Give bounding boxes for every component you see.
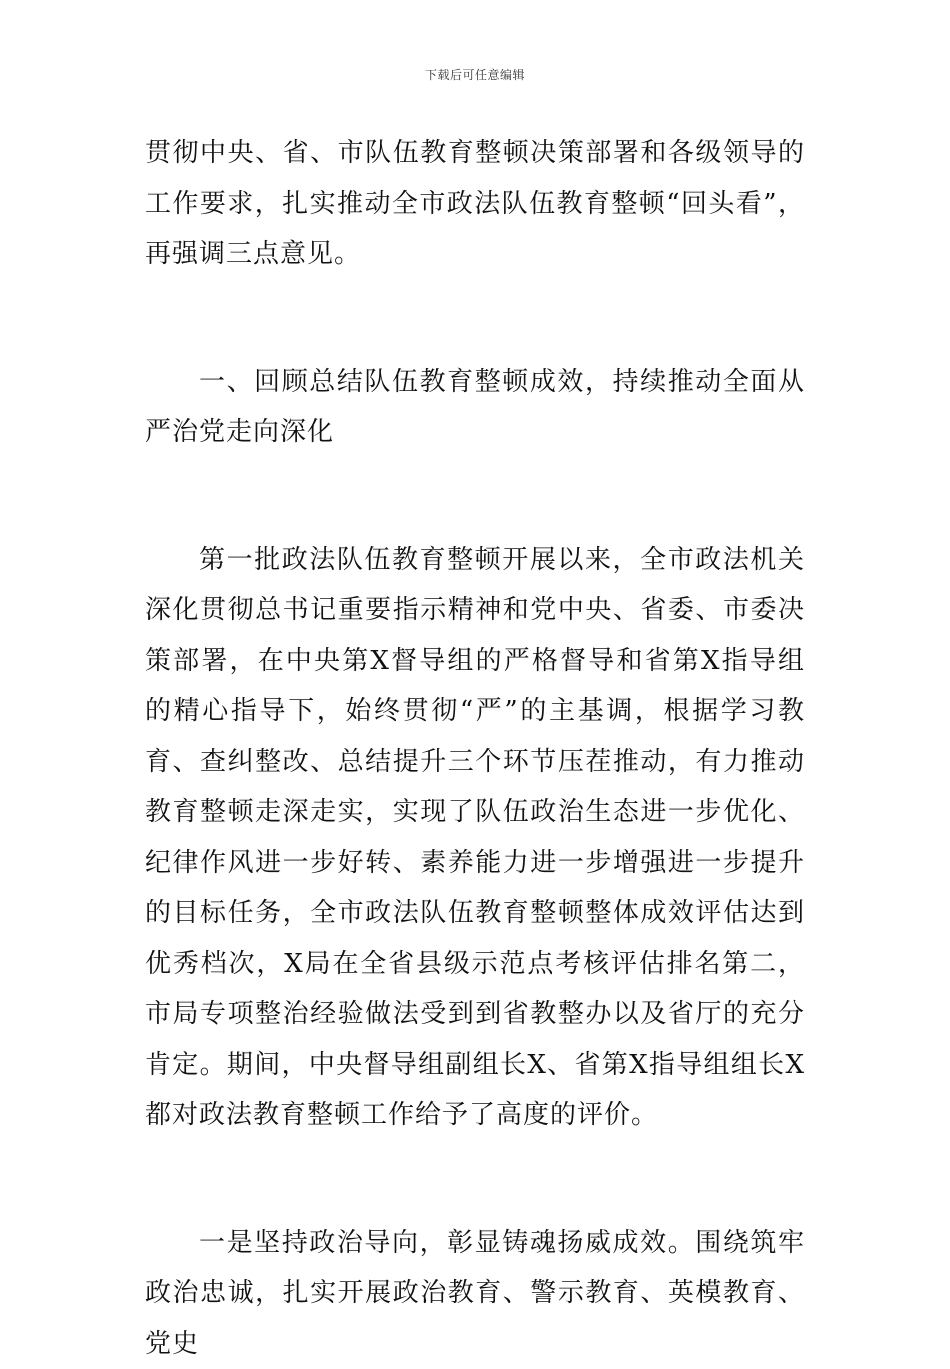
paragraph-intro: 贯彻中央、省、市队伍教育整顿决策部署和各级领导的工作要求，扎实推动全市政法队伍教育整顿“回头看”，再强调三点意见。: [145, 128, 805, 280]
section-heading: 一、回顾总结队伍教育整顿成效，持续推动全面从严治党走向深化: [145, 357, 805, 458]
page-header-note: 下载后可任意编辑: [0, 66, 950, 83]
paragraph-summary: 第一批政法队伍教育整顿开展以来，全市政法机关深化贯彻总书记重要指示精神和党中央、省委、市委决策部署，在中央第X督导组的严格督导和省第X指导组的精心指导下，始终贯彻“严”的主基调，根据学习教育、查纠整改、总结提升三个环节压茬推动，有力推动教育整顿走深走实，实现了队伍政治生态进一步优化、纪律作风进一步好转、素养能力进一步增强进一步提升的目标任务，全市政法队伍教育整顿整体成效评估达到优秀档次，X局在全省县级示范点考核评估排名第二，市局专项整治经验做法受到到省教整办以及省厅的充分肯定。期间，中央督导组副组长X、省第X指导组组长X都对政法教育整顿工作给予了高度的评价。: [145, 535, 805, 1141]
document-body: [145, 128, 805, 1369]
paragraph-point-one: 一是坚持政治导向，彰显铸魂扬威成效。围绕筑牢政治忠诚，扎实开展政治教育、警示教育、英模教育、党史: [145, 1218, 805, 1369]
